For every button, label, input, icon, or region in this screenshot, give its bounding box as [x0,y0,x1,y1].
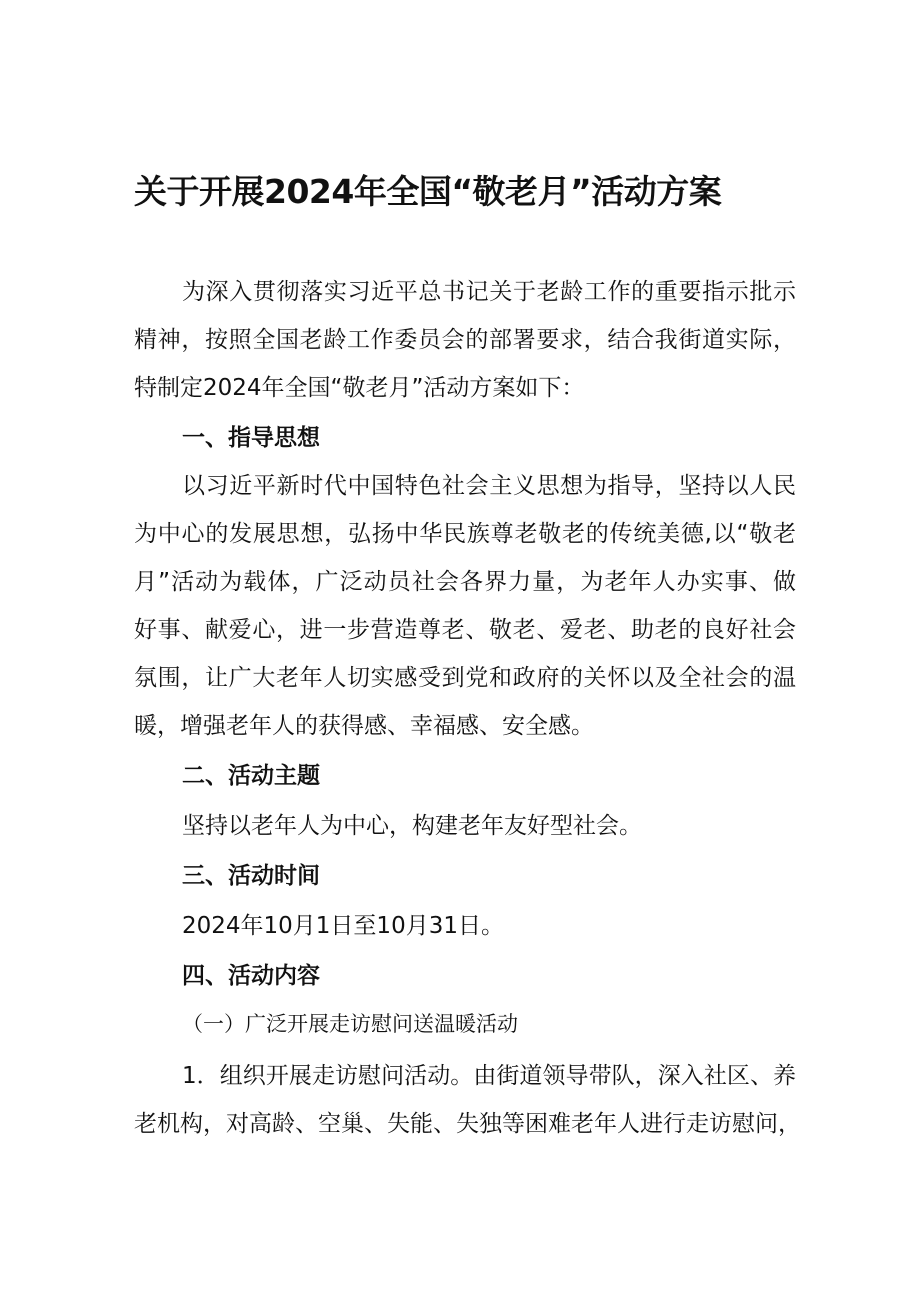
section1-line-5: 氛围，让广大老年人切实感受到党和政府的关怀以及全社会的温 [134,665,796,691]
section1-line-4: 好事、献爱心，进一步营造尊老、敬老、爱老、助老的良好社会 [134,617,796,643]
intro-line-3: 特制定2024年全国“敬老月”活动方案如下： [134,375,585,401]
section4-subheading-1: （一）广泛开展走访慰问送温暖活动 [182,1012,518,1036]
section1-line-2: 为中心的发展思想，弘扬中华民族尊老敬老的传统美德,以“敬老 [134,521,796,547]
section2-text: 坚持以老年人为中心，构建老年友好型社会。 [182,813,642,839]
section-heading-theme: 二、活动主题 [182,763,320,789]
intro-line-1: 为深入贯彻落实习近平总书记关于老龄工作的重要指示批示 [182,279,796,305]
section1-line-6: 暖，增强老年人的获得感、幸福感、安全感。 [134,713,594,739]
section3-text: 2024年10月1日至10月31日。 [182,913,504,939]
section1-line-1: 以习近平新时代中国特色社会主义思想为指导，坚持以人民 [182,473,796,499]
section-heading-content: 四、活动内容 [182,963,320,989]
intro-line-2: 精神，按照全国老龄工作委员会的部署要求，结合我街道实际， [134,327,796,353]
document-title: 关于开展2024年全国“敬老月”活动方案 [134,172,722,211]
section1-line-3: 月”活动为载体，广泛动员社会各界力量，为老年人办实事、做 [134,569,796,595]
section-heading-guiding-ideology: 一、指导思想 [182,425,320,451]
section4-item1-line-2: 老机构，对高龄、空巢、失能、失独等困难老年人进行走访慰问， [134,1111,801,1137]
section-heading-time: 三、活动时间 [182,863,320,889]
section4-item1-line-1: 1．组织开展走访慰问活动。由街道领导带队，深入社区、养 [182,1063,796,1089]
